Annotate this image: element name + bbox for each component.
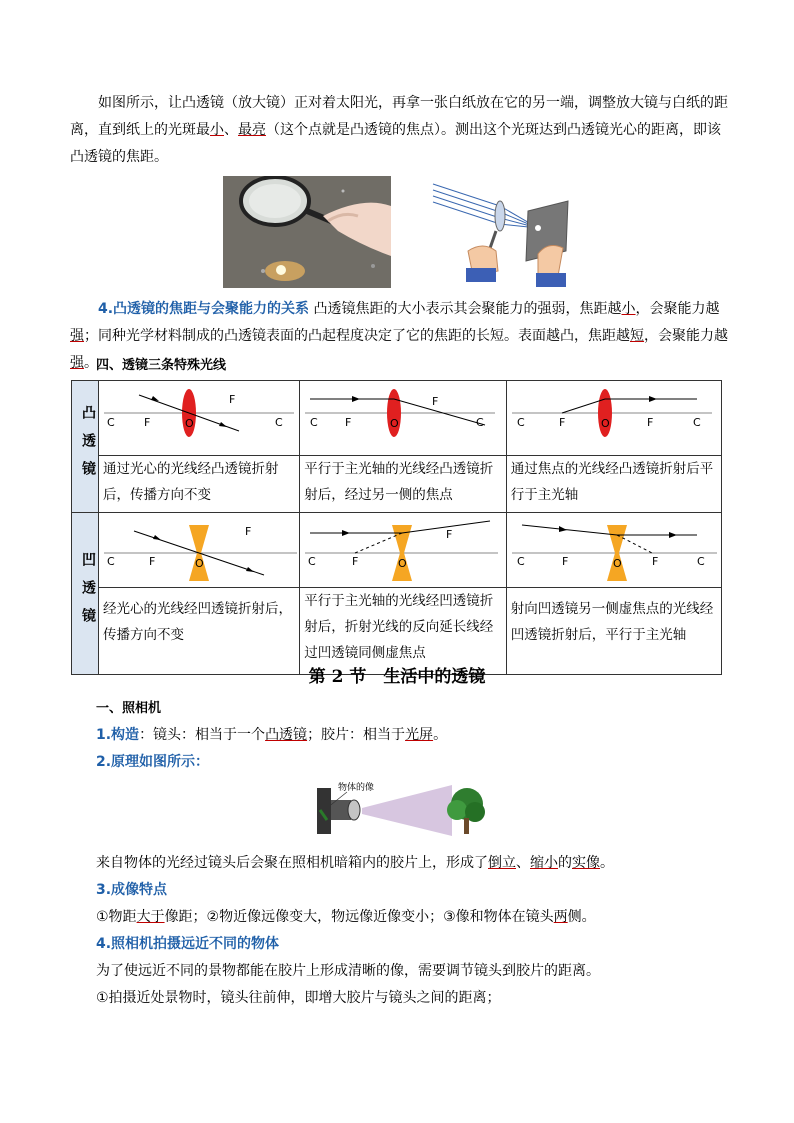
label-f: F bbox=[245, 525, 252, 538]
point4-text: ，会聚能力越 bbox=[644, 328, 728, 344]
concave-diagram-1 bbox=[99, 513, 300, 588]
convex-label: 凸透镜 bbox=[72, 381, 99, 513]
text: ①物距 bbox=[96, 909, 137, 925]
label-o: O bbox=[612, 557, 622, 570]
text: 侧。 bbox=[567, 909, 596, 925]
principle-title: 2.原理如图所示： bbox=[96, 754, 210, 770]
text: 。 bbox=[600, 855, 614, 871]
convex-rule-1: 通过光心的光线经凸透镜折射后，传播方向不变 bbox=[99, 456, 300, 513]
label-o: O bbox=[390, 417, 399, 430]
point4-text: ，会聚能力越 bbox=[635, 301, 720, 317]
label-f: F bbox=[229, 393, 236, 406]
convex-diagram-1 bbox=[99, 381, 300, 456]
concave-rule-1: 经光心的光线经凹透镜折射后，传播方向不变 bbox=[99, 588, 300, 675]
special-rays-table bbox=[71, 380, 722, 675]
label-f: F bbox=[144, 416, 151, 429]
answer: 大于 bbox=[136, 909, 165, 925]
label-c: C bbox=[516, 416, 525, 429]
label-c: C bbox=[275, 416, 283, 429]
label-f: F bbox=[149, 555, 156, 568]
answer: 光屏 bbox=[405, 727, 434, 743]
concave-rule-3: 射向凹透镜另一侧虚焦点的光线经凹透镜折射后，平行于主光轴 bbox=[506, 588, 721, 675]
answer-bright: 最亮 bbox=[238, 122, 266, 138]
concave-rule-2: 平行于主光轴的光线经凹透镜折射后，折射光线的反向延长线经过凹透镜同侧虚焦点 bbox=[300, 588, 506, 675]
answer: 凸透镜 bbox=[265, 727, 308, 743]
label-c: C bbox=[516, 555, 525, 568]
camera-principle-diagram bbox=[312, 780, 487, 842]
answer-small: 小 bbox=[210, 122, 224, 138]
label-c: C bbox=[696, 555, 705, 568]
text: ：镜头：相当于一个 bbox=[139, 727, 266, 743]
convex-ray-diagram bbox=[300, 381, 498, 451]
principle-text bbox=[96, 850, 756, 877]
point4-text: 。 bbox=[84, 355, 98, 371]
label-c: C bbox=[692, 416, 701, 429]
answer: 倒立 bbox=[488, 855, 516, 871]
label-f: F bbox=[558, 416, 566, 429]
label-o: O bbox=[195, 557, 204, 570]
answer: 小 bbox=[621, 301, 636, 317]
answer: 强 bbox=[70, 355, 84, 371]
intro-text-end: （这个点就是凸透镜的焦点）。测出这个光斑达到凸透镜光心的距离，即该凸透镜的焦距。 bbox=[70, 122, 721, 165]
concave-ray-diagram bbox=[507, 513, 717, 583]
text: 的 bbox=[558, 855, 572, 871]
label-o: O bbox=[398, 557, 407, 570]
label-o: O bbox=[600, 417, 610, 430]
point4-text: 凸透镜焦距的大小表示其会聚能力的强弱，焦距越 bbox=[309, 301, 622, 317]
text: 像距；②物近像远像变大，物远像近像变小；③像和物体在镜头 bbox=[164, 909, 554, 925]
distance-text-1: 为了使远近不同的景物都能在胶片上形成清晰的像，需要调节镜头到胶片的距离。 bbox=[96, 963, 600, 979]
answer: 缩小 bbox=[530, 855, 558, 871]
lens-focusing-diagram bbox=[428, 176, 578, 288]
text: 。 bbox=[433, 727, 448, 743]
intro-text: 如图所示，让凸透镜（放大镜）正对着太阳光，再拿一张白纸放在它的另一端，调整放大镜与白纸的距离，直到纸上的光斑最 bbox=[70, 95, 728, 138]
convex-ray-diagram bbox=[99, 381, 297, 451]
label-c: C bbox=[476, 416, 484, 429]
section2-title: 第 2 节 生活中的透镜 bbox=[308, 667, 486, 687]
answer: 短 bbox=[630, 328, 644, 344]
answer: 强 bbox=[70, 328, 84, 344]
concave-ray-diagram bbox=[99, 513, 297, 583]
imaging-text bbox=[96, 904, 756, 931]
structure-title: 1.构造 bbox=[96, 727, 140, 743]
convex-ray-diagram bbox=[507, 381, 717, 451]
imaging-title: 3.成像特点 bbox=[96, 882, 168, 898]
answer: 实像 bbox=[572, 855, 600, 871]
distance-text-2: ①拍摄近处景物时，镜头往前伸，即增大胶片与镜头之间的距离； bbox=[96, 990, 501, 1006]
label-f: F bbox=[446, 528, 453, 541]
section4-title: 四、透镜三条特殊光线 bbox=[96, 358, 227, 373]
convex-diagram-2 bbox=[300, 381, 506, 456]
label-f: F bbox=[646, 416, 654, 429]
label-o: O bbox=[185, 417, 194, 430]
label-c: C bbox=[107, 555, 115, 568]
convex-rule-3: 通过焦点的光线经凸透镜折射后平行于主光轴 bbox=[506, 456, 721, 513]
label-f: F bbox=[352, 555, 359, 568]
label-f: F bbox=[432, 395, 439, 408]
label-c: C bbox=[308, 555, 316, 568]
concave-diagram-3 bbox=[506, 513, 721, 588]
concave-label: 凹透镜 bbox=[72, 513, 99, 675]
concave-diagram-2 bbox=[300, 513, 506, 588]
text: 、 bbox=[516, 855, 530, 871]
camera-structure bbox=[96, 722, 756, 749]
point4-text: ；同种光学材料制成的凸透镜表面的凸起程度决定了它的焦距的长短。表面越凸，焦距越 bbox=[84, 328, 630, 344]
text: 来自物体的光经过镜头后会聚在照相机暗箱内的胶片上，形成了 bbox=[96, 855, 488, 871]
image-label: 物体的像 bbox=[338, 783, 375, 793]
concave-ray-diagram bbox=[300, 513, 498, 583]
magnifier-photo bbox=[223, 176, 391, 288]
sep: 、 bbox=[224, 122, 238, 138]
convex-diagram-3 bbox=[506, 381, 721, 456]
convex-rule-2: 平行于主光轴的光线经凸透镜折射后，经过另一侧的焦点 bbox=[300, 456, 506, 513]
text: ；胶片：相当于 bbox=[307, 727, 406, 743]
label-f: F bbox=[561, 555, 569, 568]
distance-title: 4.照相机拍摄远近不同的物体 bbox=[96, 936, 280, 952]
point4-title: 4.凸透镜的焦距与会聚能力的关系 bbox=[98, 301, 310, 317]
intro-paragraph bbox=[70, 90, 730, 171]
label-c: C bbox=[107, 416, 115, 429]
camera-heading: 一、照相机 bbox=[96, 701, 162, 716]
label-f: F bbox=[345, 416, 352, 429]
answer: 两 bbox=[553, 909, 568, 925]
label-c: C bbox=[310, 416, 318, 429]
label-f: F bbox=[651, 555, 659, 568]
